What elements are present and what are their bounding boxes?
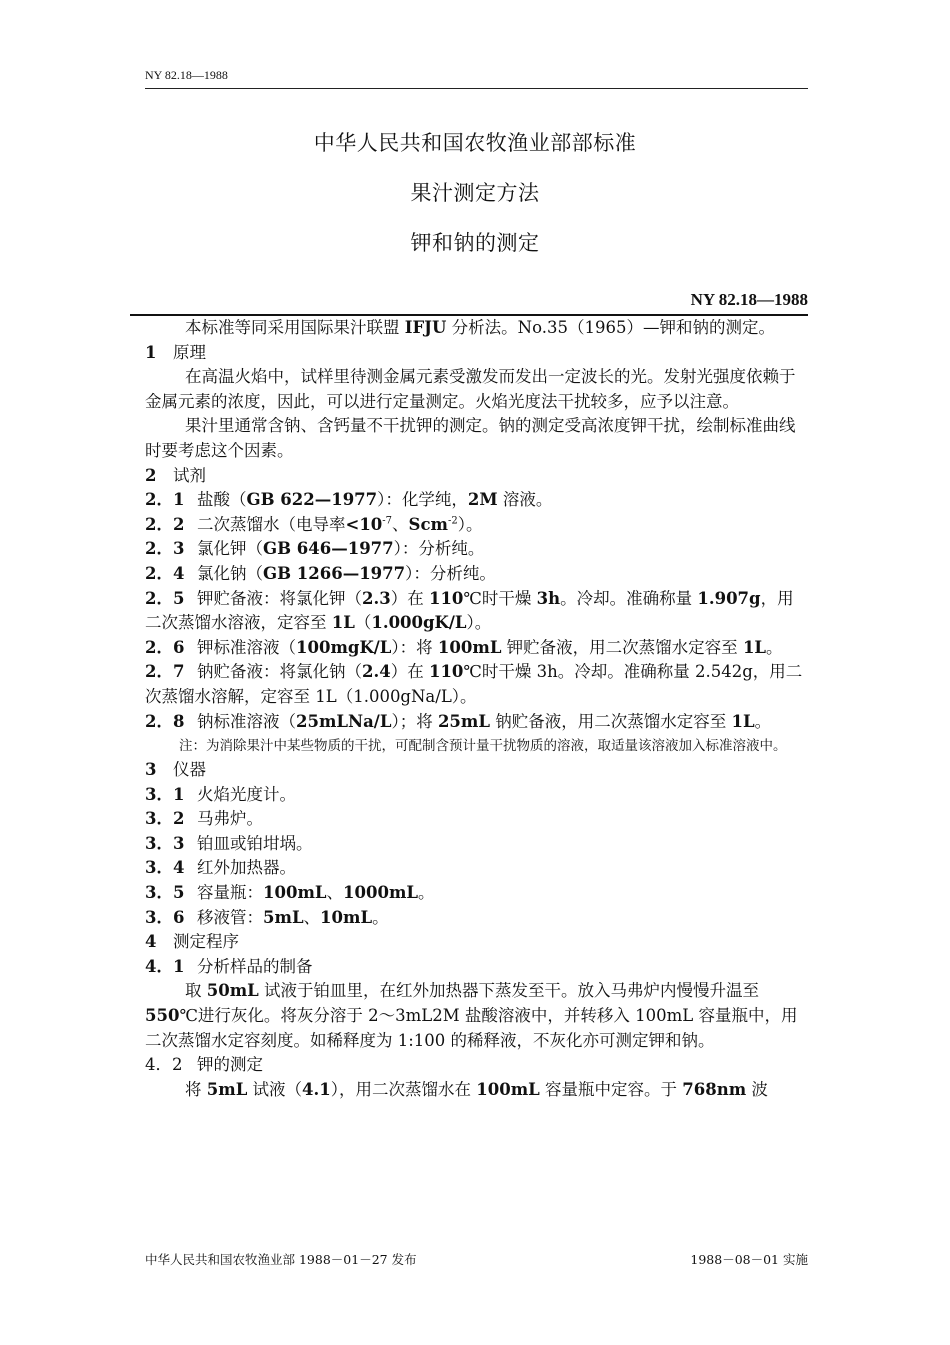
- footer-implement-date: 1988－08－01 实施: [690, 1252, 808, 1267]
- list-item: 2．6 钾标准溶液（100mgK/L）：将 100mL 钾贮备液，用二次蒸馏水定容至 1L。: [145, 637, 783, 657]
- list-item: 3．5 容量瓶：100mL、1000mL。: [145, 883, 435, 903]
- note: 注：为消除果汁中某些物质的干扰，可配制含预计量干扰物质的溶液，取适量该溶液加入标准溶液中。: [179, 738, 787, 755]
- section-heading: 4 测定程序: [145, 932, 239, 952]
- list-item: 2．8 钠标准溶液（25mLNa/L）；将 25mL 钠贮备液，用二次蒸馏水定容至 1L。: [145, 711, 772, 731]
- standard-number: NY 82.18—1988: [690, 290, 808, 309]
- header-rule: [145, 88, 808, 89]
- list-item: 3．4 红外加热器。: [145, 858, 296, 878]
- list-item: 2．3 氯化钾（GB 646—1977）：分析纯。: [145, 539, 485, 559]
- paragraph: 取 50mL 试液于铂皿里，在红外加热器下蒸发至干。放入马弗炉内慢慢升温至 550℃进行灰化。将灰分溶于 2～3mL2M 盐酸溶液中，并转移入 100mL 容量瓶中，用二次蒸馏水定容刻度。如稀释度为 1:100 的稀释液，不灰化亦可测定钾和钠。: [145, 981, 798, 1050]
- list-item: 3．3 铂皿或铂坩埚。: [145, 833, 313, 853]
- list-item: 2．1 盐酸（GB 622—1977）：化学纯，2M 溶液。: [145, 490, 553, 510]
- list-item: 3．6 移液管：5mL、10mL。: [145, 907, 389, 927]
- paragraph: 将 5mL 试液（4.1），用二次蒸馏水在 100mL 容量瓶中定容。于 768nm 波: [185, 1079, 768, 1099]
- list-item: 2．7 钠贮备液：将氯化钠（2.4）在 110℃时干燥 3h。冷却。准确称量 2.542g，用二次蒸馏水溶解，定容至 1L（1.000gNa/L）。: [145, 662, 803, 706]
- paragraph: 在高温火焰中，试样里待测金属元素受激发而发出一定波长的光。发射光强度依赖于金属元素的浓度，因此，可以进行定量测定。火焰光度法干扰较多，应予以注意。: [145, 367, 796, 411]
- sub-title: 果汁测定方法: [410, 181, 540, 205]
- section-heading: 2 试剂: [145, 465, 206, 485]
- list-item: 2．5 钾贮备液：将氯化钾（2.3）在 110℃时干燥 3h。冷却。准确称量 1.907g，用二次蒸馏水溶液，定容至 1L（1.000gK/L）。: [145, 588, 794, 633]
- header-code: NY 82.18—1988: [145, 68, 228, 82]
- footer-issue-date: 中华人民共和国农牧渔业部 1988－01－27 发布: [145, 1252, 417, 1267]
- section-heading: 1 原理: [145, 342, 206, 362]
- subject-title: 钾和钠的测定: [410, 231, 540, 255]
- list-item: 3．2 马弗炉。: [145, 809, 263, 829]
- list-item: 4．1 分析样品的制备: [145, 956, 313, 976]
- section-heading: 3 仪器: [145, 760, 206, 780]
- intro-paragraph: 本标准等同采用国际果汁联盟 IFJU 分析法。No.35（1965）—钾和钠的测定。: [185, 318, 775, 337]
- document-body: [145, 316, 808, 1102]
- list-item: 3．1 火焰光度计。: [145, 784, 296, 804]
- list-item: 2．4 氯化钠（GB 1266—1977）：分析纯。: [145, 563, 496, 583]
- list-item: 2．2 二次蒸馏水（电导率$<10^{-7}$、Scm$^{-2}$）。: [145, 514, 483, 534]
- main-title: 中华人民共和国农牧渔业部部标准: [313, 131, 637, 155]
- paragraph: 果汁里通常含钠、含钙量不干扰钾的测定。钠的测定受高浓度钾干扰，绘制标准曲线时要考虑这个因素。: [145, 416, 796, 460]
- list-item: 4．2 钾的测定: [145, 1055, 263, 1075]
